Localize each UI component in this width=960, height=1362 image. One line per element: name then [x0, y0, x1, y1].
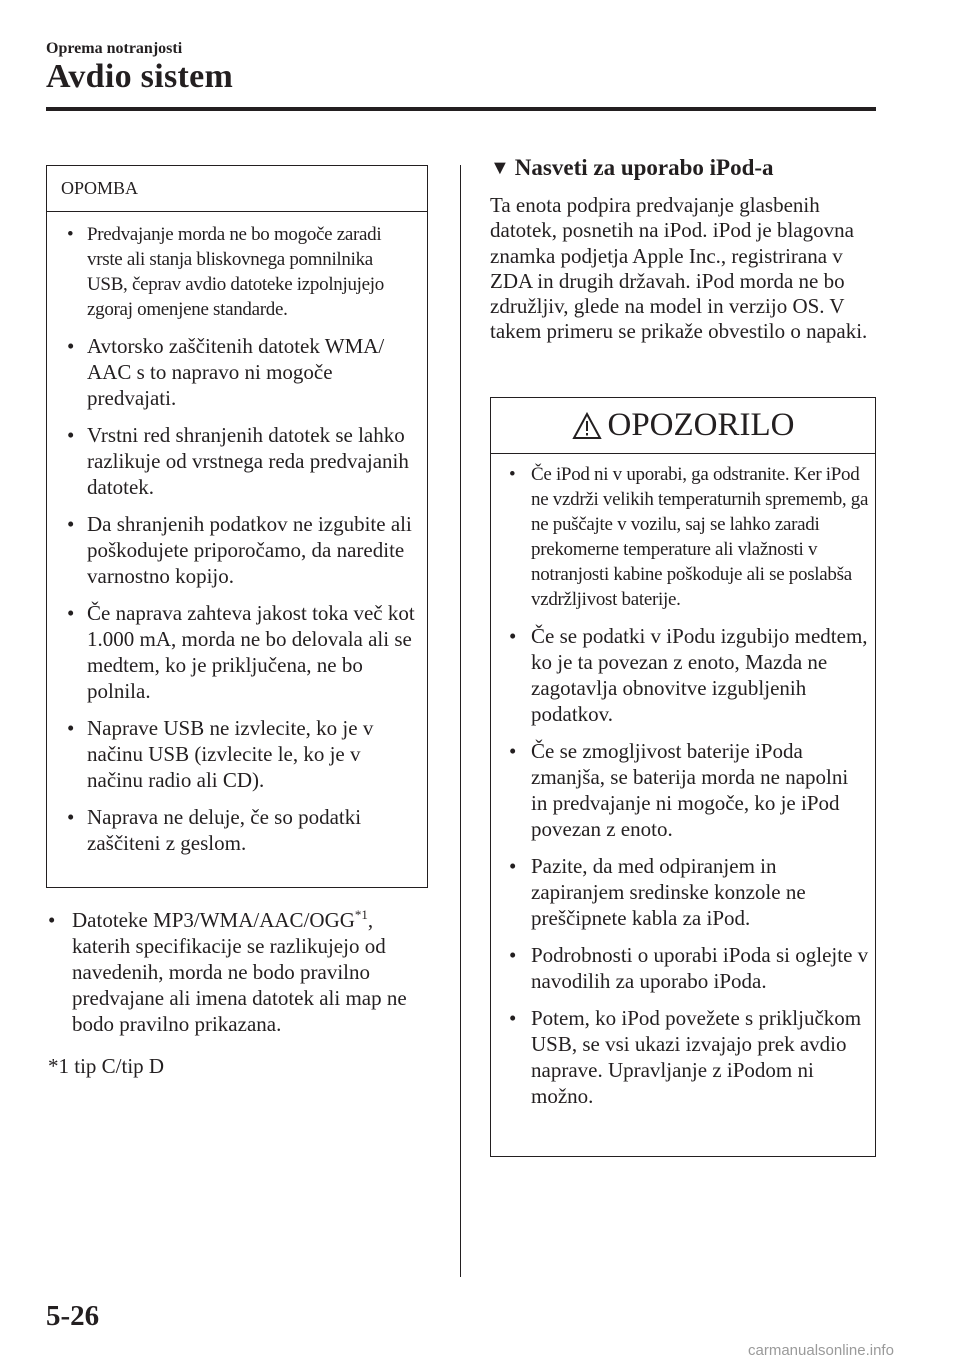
note-item: • Da shranjenih podatkov ne izgubite ali poškodujete priporočamo, da naredite varnostno kopijo. [67, 512, 412, 588]
section-heading: ▼ Nasveti za uporabo iPod-a [490, 155, 774, 180]
bullet-icon: • [67, 224, 74, 245]
page-number: 5-26 [46, 1300, 100, 1332]
warning-header [491, 398, 875, 454]
bullet-icon: • [509, 464, 516, 485]
note-item: • Predvajanje morda ne bo mogoče zaradi vrste ali stanja bliskovnega pomnilnika USB, čeprav avdio datoteke izpolnjujejo zgoraj omenjene standarde. [67, 224, 384, 320]
note-item: • Naprave USB ne izvlecite, ko je v načinu USB (izvlecite le, ko je v načinu radio ali CD). [67, 716, 374, 792]
bullet-icon: • [509, 1006, 517, 1030]
intro-paragraph: Ta enota podpira predvajanje glasbenih datotek, posnetih na iPod. iPod je blagovna znamka podjetja Apple Inc., registrirana v ZDA in drugih državah. iPod morda ne bo združljiv, glede na model in verzijo OS. V takem primeru se prikaže obvestilo o napaki. [490, 193, 868, 344]
note-item: • Vrstni red shranjenih datotek se lahko razlikuje od vrstnega reda predvajanih datotek. [67, 423, 409, 499]
column-divider [460, 165, 461, 1277]
bullet-icon: • [67, 423, 75, 447]
left-bottom-text [48, 907, 428, 1079]
note-list [47, 212, 427, 856]
warning-box [490, 397, 876, 1157]
bullet-icon: • [509, 739, 517, 763]
note-item: • Naprava ne deluje, če so podatki zaščiteni z geslom. [67, 805, 362, 855]
note-title: OPOMBA [47, 166, 427, 212]
triangle-down-icon: ▼ [490, 156, 510, 179]
note-item: • Če naprava zahteva jakost toka več kot 1.000 mA, morda ne bo delovala ali se medtem, ko je priključena, ne bo polnila. [67, 601, 415, 703]
note-item: • Avtorsko zaščitenih datotek WMA/ AAC s to napravo ni mogoče predvajati. [67, 334, 385, 410]
warning-title: OPOZORILO [607, 407, 795, 443]
bullet-icon: • [509, 943, 517, 967]
bullet-icon: • [509, 624, 517, 648]
footnote-ref: *1 [354, 907, 368, 922]
bullet-icon: • [48, 908, 56, 932]
bullet-icon: • [67, 512, 75, 536]
warning-icon [572, 412, 602, 440]
warning-item: • Če se zmogljivost baterije iPoda zmanjša, se baterija morda ne napolni in predvajanje ni mogoče, ko je iPod povezan z enoto. [509, 739, 849, 841]
warning-item: • Če se podatki v iPodu izgubijo medtem, ko je ta povezan z enoto, Mazda ne zagotavlja obnovitve izgubljenih podatkov. [509, 624, 868, 726]
file-format-item: • Datoteke MP3/WMA/AAC/OGG$^{*1}$, katerih specifikacije se razlikujejo od navedenih, morda ne bodo pravilno predvajane ali imena datotek ali map ne bodo pravilno prikazana. [48, 907, 407, 1036]
header-divider [46, 107, 876, 111]
bullet-icon: • [67, 334, 75, 358]
bullet-icon: • [67, 805, 75, 829]
bullet-icon: • [67, 601, 75, 625]
note-box [46, 165, 428, 888]
bullet-icon: • [67, 716, 75, 740]
warning-item: • Pazite, da med odpiranjem in zapiranjem sredinske konzole ne preščipnete kabla za iPod. [509, 854, 806, 930]
page-title: Avdio sistem [46, 58, 234, 95]
section-label: Oprema notranjosti [46, 40, 183, 57]
warning-item: • Potem, ko iPod povežete s priključkom USB, se vsi ukazi izvajajo prek avdio naprave. Upravljanje z iPodom ni možno. [509, 1006, 862, 1108]
warning-item: • Podrobnosti o uporabi iPoda si oglejte v navodilih za uporabo iPoda. [509, 943, 869, 993]
watermark: carmanualsonline.info [748, 1342, 894, 1359]
bullet-icon: • [509, 854, 517, 878]
warning-list [491, 454, 875, 1109]
footnote: *1 tip C/tip D [48, 1054, 165, 1078]
right-column [490, 155, 880, 345]
warning-item: • Če iPod ni v uporabi, ga odstranite. Ker iPod ne vzdrži velikih temperaturnih sprememb, ga ne puščajte v vozilu, saj se lahko zaradi prekomerne temperature ali vlažnosti v notranjosti kabine poškoduje ali se poslabša vzdržljivost baterije. [509, 464, 869, 610]
